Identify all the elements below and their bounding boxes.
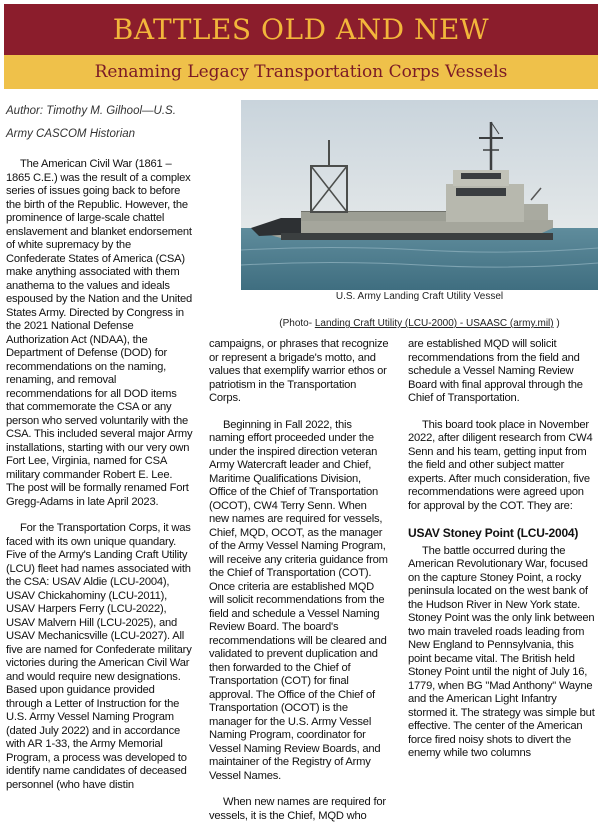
credit-link[interactable]: Landing Craft Utility (LCU-2000) - USAASC (army.mil) [314,318,554,329]
title-banner [4,4,598,55]
paragraph: Beginning in Fall 2022, this naming effort proceeded under the under the inspired direction veteran Army Watercraft leader and Chief, Maritime Qualifications Division, Office of the Chief of Transportation (OCOT), CW4 Terry Senn. When new names are required for vessels, Chief, MQD, OCOT, as the manager of the Army Vessel Naming Program, will receive any criteria guidance from the Chief of Transportation (COT). Once criteria are established MQD will solicit recommendations from the field and schedule a Vessel Naming Review Board. The board's recommendations will be cleared and validated to prevent duplication and then forwarded to the Chief of Transportation (COT) for final approval. The Office of the Chief of Transportation (OCOT) is the manager for the U.S. Army Vessel Naming Program, coordinator for Vessel Naming Review Boards, and maintainer of the Registry of Army Vessel Names. [209,418,388,782]
credit-suffix: ) [553,318,560,329]
credit-prefix: (Photo- [279,318,315,329]
paragraph: For the Transportation Corps, it was faced with its own unique quandary. Five of the Army's Landing Craft Utility (LCU) fleet had names associated with the CSA: USAV Aldie (LCU-2004), USAV Chickahominy (LCU-2011), USAV Harpers Ferry (LCU-2022), USAV Malvern Hill (LCU-2025), and USAV Mechanicsville (LCU-2027). All five are named for Confederate military victories during the American Civil War and would require new designations. Based upon guidance provided through a Letter of Instruction for the U.S. Army Vessel Naming Program (dated July 2022) and in accordance with AR 1-33, the Army Memorial Program, a process was developed to identify name candidates of deceased personnel (who have distin [6,522,192,791]
vessel-photo [241,100,598,290]
landing-craft-image [241,100,598,290]
paragraph: This board took place in November 2022, after diligent research from CW4 Senn and his team, getting input from the field and other subject matter experts. After much consideration, five recommendations were agreed upon for approval by the COT. They are: [408,418,593,512]
column-3 [408,338,596,774]
column-1 [6,158,193,805]
photo-caption: U.S. Army Landing Craft Utility Vessel [335,291,504,302]
article-subtitle: Renaming Legacy Transportation Corps Vessels [94,62,508,82]
author-byline [6,100,196,146]
section-heading: USAV Stoney Point (LCU-2004) [408,526,579,540]
subtitle-banner [4,55,598,89]
paragraph: When new names are required for vessels, it is the Chief, MQD who [209,796,386,822]
paragraph: are established MQD will solicit recommendations from the field and schedule a Vessel Naming Review Board with final approval through the Chief of Transportation. [408,338,583,404]
paragraph: The American Civil War (1861 – 1865 C.E.) was the result of a complex series of issues going back to before the birth of the Republic. However, the prominence of large-scale chattel enslavement and blanket endorsement of white supremacy by the Confederate States of America (CSA) make anything associated with them anathema to the values and ideals espoused by the Nation and the United States Army. Directed by Congress in the 2021 National Defense Authorization Act (NDAA), the Department of Defense (DOD) for recommendations on the naming, renaming, and removal recommendations for all DOD items that commemorate the CSA or any person who served voluntarily with the CSA. This included several major Army installations, starting with our very own Fort Lee, Virginia, named for CSA military commander Robert E. Lee. The post will be formally renamed Fort Gregg-Adams in late April 2023. [6,158,193,508]
column-2 [209,338,389,836]
paragraph: campaigns, or phrases that recognize or represent a brigade's motto, and values that exemplify warrior ethos or patriotism in the Transportation Corps. [209,338,389,404]
article-title: BATTLES OLD AND NEW [112,13,490,46]
author-line-2: Army CASCOM Historian [6,128,136,140]
paragraph: The battle occurred during the American Revolutionary War, focused on the capture Stoney Point, a rocky peninsula located on the west bank of the Hudson River in New York state. Stoney Point was the only link between two main traveled roads leading from New England to Pennsylvania, this point became vital. The British held Stoney Point until the night of July 16, 1779, when BG "Mad Anthony" Wayne and the American Light Infantry stormed it. The strategy was simple but effective. The center of the American force fired noisy shots to divert the enemy while two columns [408,544,595,759]
author-line-1: Author: Timothy M. Gilhool—U.S. [6,105,176,117]
photo-credit [241,318,598,329]
